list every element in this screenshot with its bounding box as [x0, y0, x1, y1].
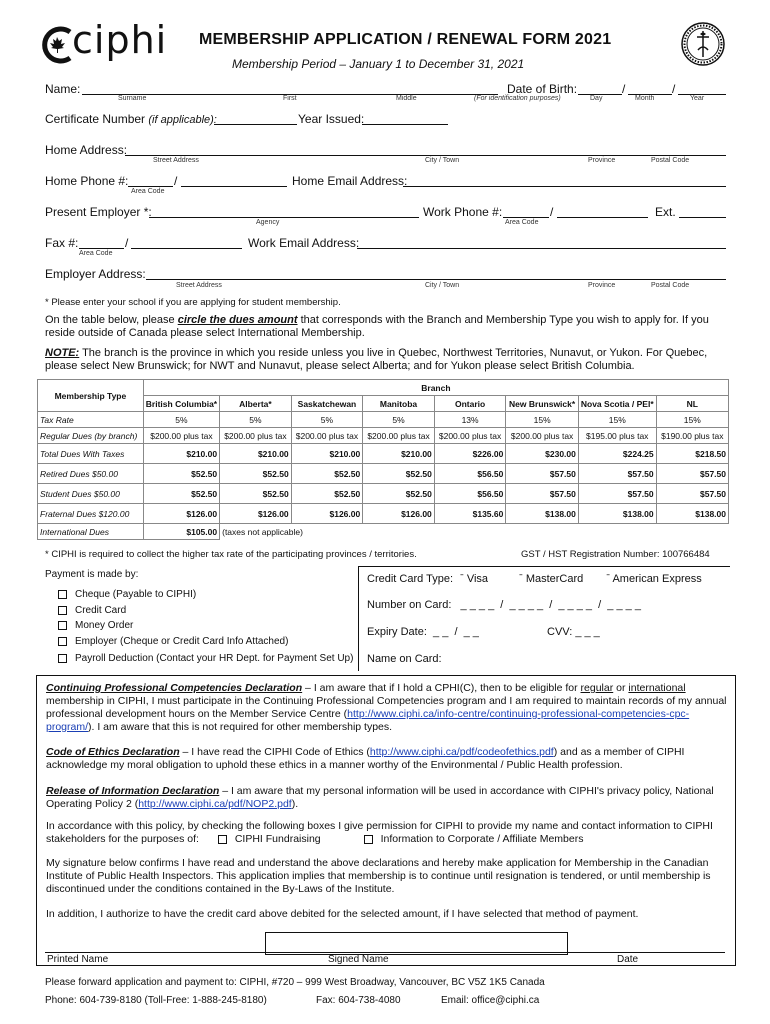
- phone-separator: /: [550, 205, 554, 219]
- student-note: * Please enter your school if you are applying for student membership.: [45, 297, 341, 308]
- membership-type-header: Membership Type: [38, 380, 144, 412]
- certificate-number-field[interactable]: [214, 124, 297, 125]
- email-info: Email: office@ciphi.ca: [441, 995, 540, 1006]
- phone-info: Phone: 604-739-8180 (Toll-Free: 1-888-245-8180): [45, 995, 267, 1006]
- signed-name-label: Signed Name: [328, 954, 389, 965]
- mailing-address: Please forward application and payment to: CIPHI, #720 – 999 West Broadway, Vancouver, BC V5Z 1K5 Canada: [45, 977, 545, 988]
- table-cell: $200.00 plus tax: [434, 428, 506, 444]
- dues-table: [37, 379, 729, 540]
- checkbox[interactable]: [58, 590, 67, 599]
- payment-option-employer[interactable]: Employer (Cheque or Credit Card Info Attached): [58, 636, 288, 647]
- amex-option[interactable]: ˉ American Express: [606, 573, 702, 585]
- dues-amount-cell[interactable]: $56.50: [434, 464, 506, 484]
- printed-name-label: Printed Name: [47, 954, 109, 965]
- credit-card-box: [358, 566, 730, 671]
- ethics-declaration: Code of Ethics Declaration – I have read the CIPHI Code of Ethics (http://www.ciphi.ca/pdf/codeofethics.pdf) and as a member of CIPHI acknowledge my moral obligation to uphold these ethics in a manner worthy of the Environmental / Public Health profession.: [46, 746, 685, 771]
- year-issued-label: Year Issued:: [298, 112, 365, 126]
- payment-option-money-order[interactable]: Money Order: [58, 620, 133, 631]
- dues-amount-cell[interactable]: $52.50: [363, 484, 435, 504]
- tax-note: * CIPHI is required to collect the higher tax rate of the participating provinces / territories.: [45, 549, 417, 560]
- phone-separator: /: [174, 174, 178, 188]
- fax-label: Fax #:: [45, 236, 79, 250]
- table-cell: $190.00 plus tax: [656, 428, 728, 444]
- checkbox[interactable]: [218, 835, 227, 844]
- agency-hint: Agency: [256, 219, 280, 226]
- home-email-label: Home Email Address:: [292, 174, 408, 188]
- tax-rate-row: [38, 412, 729, 428]
- ciphi-seal-icon: [680, 20, 726, 68]
- name-label: Name:: [45, 82, 81, 96]
- row-header: Fraternal Dues $120.00: [38, 504, 144, 524]
- dues-amount-cell[interactable]: $210.00: [143, 444, 219, 464]
- dues-amount-cell[interactable]: $126.00: [220, 504, 292, 524]
- payment-option-credit-card[interactable]: Credit Card: [58, 605, 126, 616]
- table-cell: $200.00 plus tax: [143, 428, 219, 444]
- date-label: Date: [617, 954, 639, 965]
- card-number-row[interactable]: Number on Card: _ _ _ _ / _ _ _ _ / _ _ _ _ / _ _ _ _: [367, 599, 641, 611]
- dues-amount-cell[interactable]: $138.00: [506, 504, 579, 524]
- international-dues-row: [38, 524, 729, 540]
- student-dues-row: [38, 484, 729, 504]
- ext-label: Ext.: [655, 205, 676, 219]
- table-cell: 15%: [656, 412, 728, 428]
- table-cell: 5%: [291, 412, 363, 428]
- retired-dues-row: [38, 464, 729, 484]
- table-cell: 15%: [506, 412, 579, 428]
- home-email-field[interactable]: [403, 186, 726, 187]
- dues-amount-cell[interactable]: $126.00: [143, 504, 219, 524]
- dues-amount-cell[interactable]: $230.00: [506, 444, 579, 464]
- street-address-hint: Street Address: [153, 157, 199, 164]
- dues-amount-cell[interactable]: $126.00: [291, 504, 363, 524]
- year-issued-field[interactable]: [362, 124, 448, 125]
- corporate-info-option[interactable]: Information to Corporate / Affiliate Members: [364, 833, 584, 845]
- row-header: Regular Dues (by branch): [38, 428, 144, 444]
- province-hint: Province: [588, 282, 616, 289]
- checkbox[interactable]: [58, 637, 67, 646]
- table-cell: $200.00 plus tax: [363, 428, 435, 444]
- table-cell: $195.00 plus tax: [578, 428, 656, 444]
- dues-amount-cell[interactable]: $138.00: [656, 504, 728, 524]
- dues-amount-cell[interactable]: $52.50: [291, 464, 363, 484]
- dues-amount-cell[interactable]: $218.50: [656, 444, 728, 464]
- table-cell: 5%: [363, 412, 435, 428]
- dues-amount-cell[interactable]: $52.50: [220, 464, 292, 484]
- area-code-hint: Area Code: [79, 250, 113, 257]
- home-phone-area-field[interactable]: [128, 186, 173, 187]
- dues-amount-cell[interactable]: $57.50: [578, 484, 656, 504]
- release-declaration: Release of Information Declaration – I am aware that my personal information will be used in accordance with CIPHI's privacy policy, National Operating Policy 2 (http://www.ciphi.ca/pdf/NOP2.pdf).: [46, 785, 714, 810]
- dues-amount-cell[interactable]: $57.50: [656, 464, 728, 484]
- column-header: Saskatchewan: [291, 396, 363, 412]
- city-hint: City / Town: [425, 157, 460, 164]
- dob-separator: /: [622, 82, 626, 96]
- cpc-declaration: Continuing Professional Competencies Declaration – I am aware that if I hold a CPHI(C), then to be eligible for regular or international membership in CIPHI, I must participate in the Continuing Professional Competencies program and I am required to maintain records of my annual professional development hours on the Member Service Centre (http://www.ciphi.ca/info-centre/continuing-professional-competencies-cpc-program/). I am aware that this is not required for other membership types.: [46, 682, 727, 733]
- membership-period: Membership Period – January 1 to December 31, 2021: [232, 57, 525, 71]
- city-hint: City / Town: [425, 282, 460, 289]
- cpc-link[interactable]: http://www.ciphi.ca/info-centre/continuing-professional-competencies-cpc-program/: [46, 708, 690, 733]
- fax-info: Fax: 604-738-4080: [316, 995, 401, 1006]
- work-phone-label: Work Phone #:: [423, 205, 503, 219]
- column-header: Alberta*: [220, 396, 292, 412]
- nop2-link[interactable]: http://www.ciphi.ca/pdf/NOP2.pdf: [138, 798, 292, 810]
- column-header: Manitoba: [363, 396, 435, 412]
- column-header: British Columbia*: [143, 396, 219, 412]
- dues-amount-cell[interactable]: $210.00: [363, 444, 435, 464]
- visa-option[interactable]: ˉ Visa: [460, 573, 489, 585]
- payment-option-cheque[interactable]: Cheque (Payable to CIPHI): [58, 589, 196, 600]
- fraternal-dues-row: [38, 504, 729, 524]
- surname-hint: Surname: [118, 95, 147, 102]
- mastercard-option[interactable]: ˉ MasterCard: [519, 573, 584, 585]
- first-hint: First: [283, 95, 297, 102]
- dues-amount-cell[interactable]: $56.50: [434, 484, 506, 504]
- name-on-card-row[interactable]: Name on Card:: [367, 653, 442, 665]
- expiry-row[interactable]: Expiry Date: _ _ / _ _: [367, 626, 479, 638]
- table-cell: $200.00 plus tax: [220, 428, 292, 444]
- card-type-row: Credit Card Type: ˉ Visa ˉ MasterCard ˉ American Express: [367, 573, 702, 585]
- home-phone-number-field[interactable]: [181, 186, 287, 187]
- home-phone-label: Home Phone #:: [45, 174, 129, 188]
- postal-code-hint: Postal Code: [651, 157, 690, 164]
- ethics-link[interactable]: http://www.ciphi.ca/pdf/codeofethics.pdf: [369, 746, 554, 758]
- dues-amount-cell[interactable]: $57.50: [506, 464, 579, 484]
- fax-number-field[interactable]: [131, 248, 242, 249]
- area-code-hint: Area Code: [505, 219, 539, 226]
- postal-code-hint: Postal Code: [651, 282, 690, 289]
- dues-instructions: On the table below, please circle the dues amount that corresponds with the Branch and Membership Type you wish to apply for. If you reside outside of Canada please select International Membership.: [45, 314, 709, 339]
- ext-field[interactable]: [679, 217, 726, 218]
- employer-address-field[interactable]: [146, 279, 726, 280]
- column-header: Ontario: [434, 396, 506, 412]
- dues-amount-cell[interactable]: $224.25: [578, 444, 656, 464]
- work-email-field[interactable]: [357, 248, 726, 249]
- international-note: (taxes not applicable): [222, 526, 303, 537]
- province-hint: Province: [588, 157, 616, 164]
- month-hint: Month: [635, 95, 655, 102]
- home-address-label: Home Address:: [45, 143, 128, 157]
- dues-amount-cell[interactable]: $52.50: [363, 464, 435, 484]
- dues-amount-cell[interactable]: $52.50: [143, 464, 219, 484]
- dues-amount-cell[interactable]: $135.60: [434, 504, 506, 524]
- column-header: New Brunswick*: [506, 396, 579, 412]
- signature-paragraph: My signature below confirms I have read and understand the above declarations and hereby make application for Membership in the Canadian Institute of Public Health Inspectors. This application implies that membership is to continue until resignation is tendered, or until membership is discontinued under the conditions contained in the By-Laws of the Institute.: [46, 857, 711, 895]
- present-employer-field[interactable]: [149, 217, 419, 218]
- certificate-number-label: Certificate Number (if applicable):: [45, 112, 217, 126]
- printed-name-line[interactable]: [45, 952, 725, 953]
- dob-label: Date of Birth:: [507, 82, 578, 96]
- dues-amount-cell[interactable]: $52.50: [220, 484, 292, 504]
- home-address-field[interactable]: [125, 155, 726, 156]
- work-phone-area-field[interactable]: [503, 217, 549, 218]
- work-phone-number-field[interactable]: [557, 217, 648, 218]
- street-address-hint: Street Address: [176, 282, 222, 289]
- checkbox[interactable]: [58, 654, 67, 663]
- authorization-paragraph: In addition, I authorize to have the credit card above debited for the selected amount, if I have selected that method of payment.: [46, 908, 639, 920]
- dues-amount-cell[interactable]: $210.00: [291, 444, 363, 464]
- column-header: Nova Scotia / PEI*: [578, 396, 656, 412]
- employer-address-label: Employer Address:: [45, 267, 146, 281]
- permission-paragraph: In accordance with this policy, by checking the following boxes I give permission for CIPHI to provide my name and contact information to CIPHI stakeholders for the purposes of: CIPHI Fundraising Information to Corporate / Affiliate Members: [46, 820, 713, 845]
- row-header: Student Dues $50.00: [38, 484, 144, 504]
- table-cell: 5%: [143, 412, 219, 428]
- dob-separator: /: [672, 82, 676, 96]
- fundraising-option[interactable]: CIPHI Fundraising: [218, 833, 321, 845]
- row-header: International Dues: [38, 524, 144, 540]
- middle-hint: Middle: [396, 95, 417, 102]
- day-hint: Day: [590, 95, 603, 102]
- dues-amount-cell[interactable]: $52.50: [143, 484, 219, 504]
- column-header: NL: [656, 396, 728, 412]
- checkbox[interactable]: [58, 606, 67, 615]
- dues-amount-cell[interactable]: $57.50: [656, 484, 728, 504]
- year-hint: Year: [690, 95, 705, 102]
- dues-amount-cell[interactable]: $126.00: [363, 504, 435, 524]
- branch-header: Branch: [143, 380, 728, 396]
- payment-label: Payment is made by:: [45, 569, 139, 580]
- row-header: Total Dues With Taxes: [38, 444, 144, 464]
- ciphi-logo: [42, 18, 172, 72]
- maple-leaf-icon: [42, 26, 76, 64]
- dues-amount-cell[interactable]: $210.00: [220, 444, 292, 464]
- dues-amount-cell[interactable]: $52.50: [291, 484, 363, 504]
- form-title: MEMBERSHIP APPLICATION / RENEWAL FORM 2021: [199, 31, 612, 48]
- table-cell: 5%: [220, 412, 292, 428]
- table-cell: 15%: [578, 412, 656, 428]
- regular-dues-row: [38, 428, 729, 444]
- dues-amount-cell[interactable]: $57.50: [578, 464, 656, 484]
- row-header: Tax Rate: [38, 412, 144, 428]
- dues-amount-cell[interactable]: $57.50: [506, 484, 579, 504]
- fax-separator: /: [125, 236, 129, 250]
- area-code-hint: Area Code: [131, 188, 165, 195]
- table-cell: $200.00 plus tax: [291, 428, 363, 444]
- present-employer-label: Present Employer *:: [45, 205, 152, 219]
- checkbox[interactable]: [364, 835, 373, 844]
- gst-number: GST / HST Registration Number: 100766484: [521, 549, 710, 560]
- dues-amount-cell[interactable]: $226.00: [434, 444, 506, 464]
- cvv-row[interactable]: CVV: _ _ _: [547, 626, 600, 638]
- table-cell: 13%: [434, 412, 506, 428]
- work-email-label: Work Email Address:: [248, 236, 360, 250]
- total-dues-row: [38, 444, 729, 464]
- dues-amount-cell[interactable]: $105.00: [143, 524, 219, 540]
- checkbox[interactable]: [58, 621, 67, 630]
- fax-area-field[interactable]: [79, 248, 124, 249]
- payment-option-payroll[interactable]: Payroll Deduction (Contact your HR Dept. for Payment Set Up): [58, 653, 353, 664]
- table-cell: $200.00 plus tax: [506, 428, 579, 444]
- branch-note: NOTE: The branch is the province in which you reside unless you live in Quebec, Northwest Territories, Nunavut, or Yukon. For Quebec, please select New Brunswick; for NWT and Nunavut, please select Alberta; and for Yukon please select British Columbia.: [45, 347, 708, 372]
- dues-amount-cell[interactable]: $138.00: [578, 504, 656, 524]
- identification-hint: (For identification purposes): [474, 95, 561, 102]
- logo-text: ciphi: [72, 18, 168, 62]
- row-header: Retired Dues $50.00: [38, 464, 144, 484]
